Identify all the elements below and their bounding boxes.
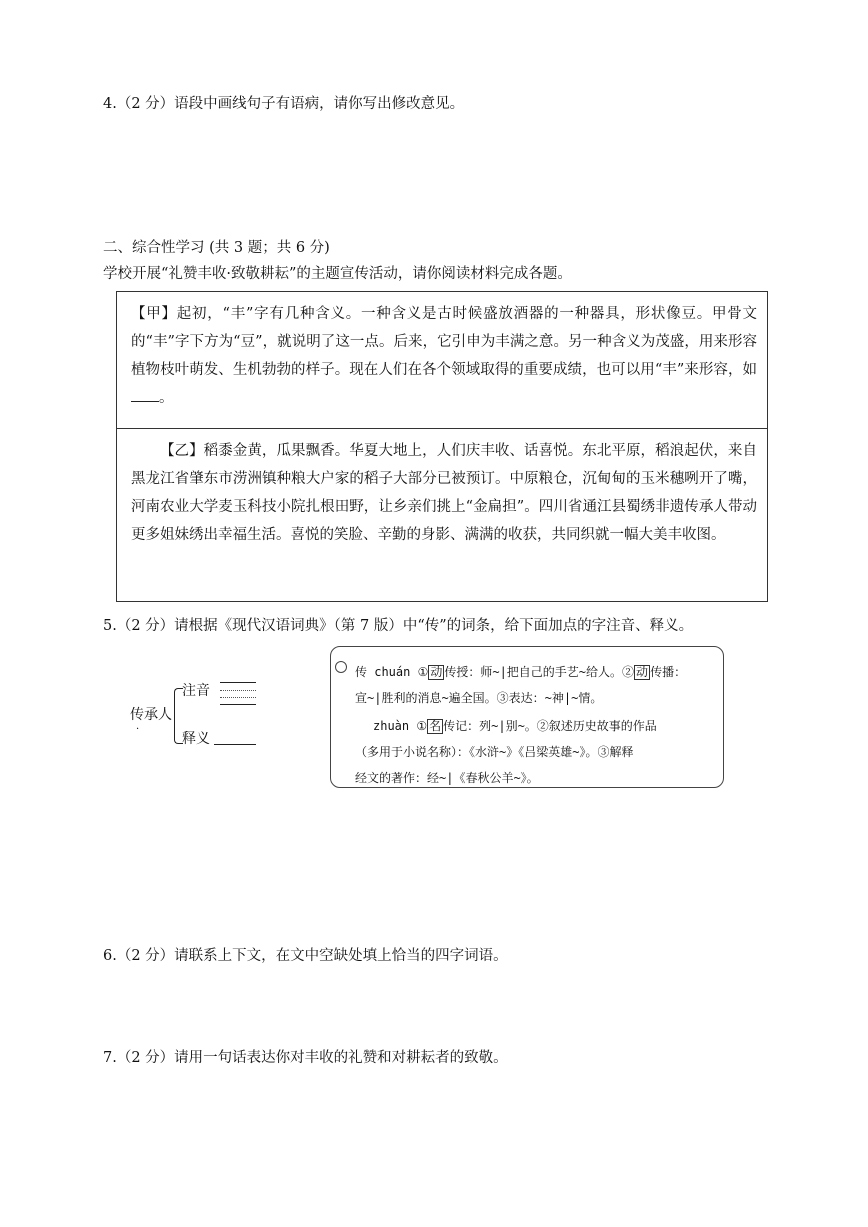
answer-diagram — [130, 680, 270, 760]
dict-line-3 — [373, 717, 657, 734]
pos-tag: 名 — [429, 719, 442, 733]
pos-tag: 动 — [636, 665, 649, 679]
clip-icon — [335, 661, 347, 673]
material-a-body: 【甲】起初，“丰”字有几种含义。一种含义是古时候盛放酒器的一种器具，形状像豆。甲骨文的“丰”字下方为“豆”，就说明了这一点。后来，它引申为丰满之意。另一种含义为茂盛，用来形容植物枝叶萌发、生机勃勃的样子。现在人们在各个领域取得的重要成绩，也可以用“丰”来形容，如 — [131, 306, 757, 378]
pinyin-guide-line — [220, 690, 256, 691]
material-a-box — [116, 291, 768, 429]
emphasis-dot: · — [136, 724, 140, 735]
dict-text: zhuàn ① — [373, 719, 428, 733]
dict-text: 传授：师~|把自己的手艺~给人。② — [444, 665, 635, 679]
fill-blank — [131, 387, 159, 402]
pinyin-label: 注音 — [182, 683, 210, 699]
dict-line-1 — [355, 663, 686, 680]
pinyin-guide-line — [220, 697, 256, 698]
pinyin-line — [220, 704, 256, 705]
pos-tag: 动 — [430, 665, 443, 679]
dictionary-entry-box — [330, 646, 724, 788]
question-4: 4.（2 分）语段中画线句子有语病，请你写出修改意见。 — [103, 96, 465, 112]
question-6: 6.（2 分）请联系上下文，在文中空缺处填上恰当的四字词语。 — [103, 948, 508, 964]
pinyin-line — [220, 682, 256, 683]
section-heading: 二、综合性学习 (共 3 题；共 6 分) — [103, 240, 330, 256]
dict-line-5: 经文的著作：经~|《春秋公羊~》。 — [355, 771, 539, 785]
material-a-end: 。 — [159, 390, 174, 406]
dict-text: 传记：列~|别~。②叙述历史故事的作品 — [443, 719, 657, 733]
section-intro: 学校开展“礼赞丰收·致敬耕耘”的主题宣传活动，请你阅读材料完成各题。 — [103, 266, 572, 282]
dict-line-4: （多用于小说名称）：《水浒~》《吕梁英雄~》。③解释 — [355, 745, 634, 759]
question-5: 5.（2 分）请根据《现代汉语词典》（第 7 版）中“传”的词条，给下面加点的字注音、释义。 — [103, 618, 694, 634]
diagram-root: 传承人 — [130, 707, 172, 723]
dict-line-2: 宣~|胜利的消息~遍全国。③表达：~神|~情。 — [355, 691, 603, 705]
question-7: 7.（2 分）请用一句话表达你对丰收的礼赞和对耕耘者的致敬。 — [103, 1050, 508, 1066]
material-b-box — [116, 428, 768, 602]
meaning-label: 释义 — [182, 731, 210, 747]
material-b-text: 【乙】稻黍金黄，瓜果飘香。华夏大地上，人们庆丰收、话喜悦。东北平原，稻浪起伏，来自黑龙江省肇东市涝洲镇种粮大户家的稻子大部分已被预订。中原粮仓，沉甸甸的玉米穗咧开了嘴，河南农业大学麦玉科技小院扎根田野，让乡亲们挑上“金扁担”。四川省通江县蜀绣非遗传承人带动更多姐妹绣出幸福生活。喜悦的笑脸、辛勤的身影、满满的收获，共同织就一幅大美丰收图。 — [131, 443, 757, 543]
dict-text: 传 chuán ① — [355, 665, 429, 679]
dict-text: 传播： — [650, 665, 687, 679]
material-a-text — [131, 300, 757, 412]
meaning-line — [214, 744, 256, 745]
